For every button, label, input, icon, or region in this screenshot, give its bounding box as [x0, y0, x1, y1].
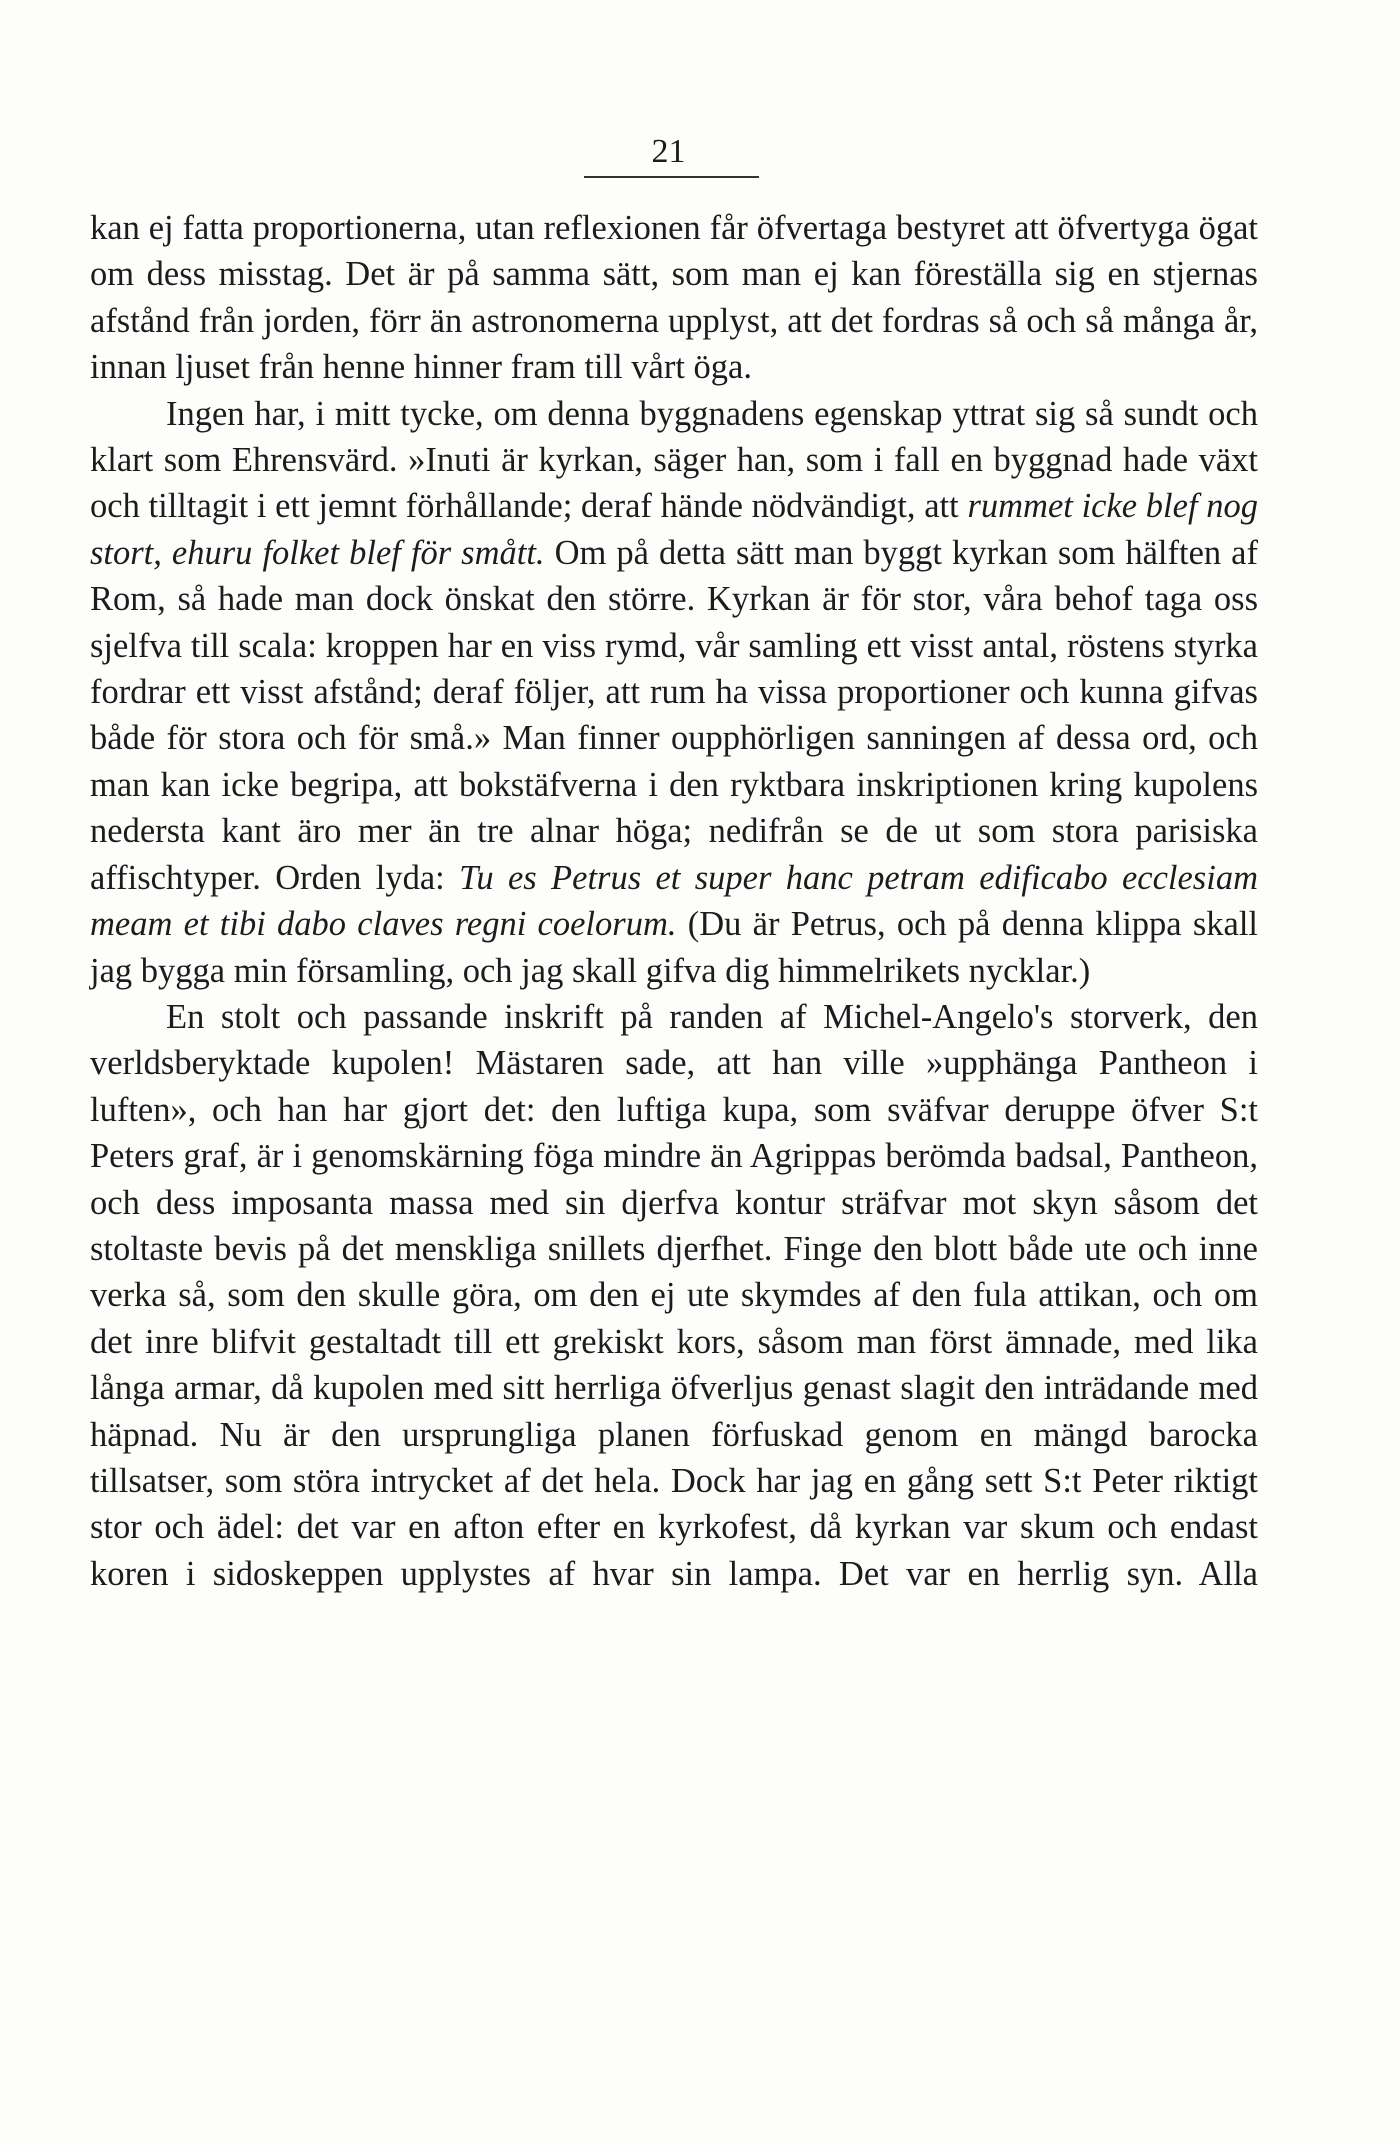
- paragraph-2-latin-inscription: Tu es Petrus et super hanc petram edificabo ecclesiam meam et tibi dabo claves regni coelorum.: [90, 858, 1258, 944]
- body-text: [90, 205, 1258, 1597]
- paragraph-2-text-e: (Du är Petrus, och på denna klippa skall jag bygga min församling, och jag skall gifva dig himmelrikets nycklar.): [90, 905, 1259, 990]
- paragraph-3: [90, 994, 1258, 1597]
- page-number: 21: [651, 133, 686, 170]
- header-rule: [584, 176, 759, 178]
- paragraph-2-text-a: Ingen har, i mitt tycke, om denna byggnadens egenskap yttrat sig så sundt och klart som Ehrensvärd. »Inuti är kyrkan, säger han, som i fall en byggnad hade växt och tilltagit i ett jemnt förhållande; deraf hände nödvändigt, att: [90, 394, 1258, 526]
- paragraph-2-italic-quote: rummet icke blef nog stort, ehuru folket blef för smått.: [90, 487, 1258, 572]
- paragraph-2-text-c: Om på detta sätt man byggt kyrkan som hälften af Rom, så hade man dock önskat den större. Kyrkan är för stor, våra behof taga oss sjelfva till scala: kroppen har en viss rymd, vår samling ett visst antal, röstens styrka fordrar ett visst afstånd; deraf följer, att rum ha vissa proportioner och kunna gifvas både för stora och för små.» Man finner oupphörligen sanningen af dessa ord, och man kan icke begripa, att bokstäfverna i den ryktbara inskriptionen kring kupolens nedersta kant äro mer än tre alnar höga; nedifrån se de ut som stora parisiska affischtyper. Orden lyda:: [90, 533, 1258, 897]
- paragraph-1: [90, 205, 1258, 391]
- paragraph-3-text: En stolt och passande inskrift på randen af Michel-Angelo's storverk, den verldsberyktade kupolen! Mästaren sade, att han ville »upphänga Pantheon i luften», och han har gjort det: den luftiga kupa, som sväfvar deruppe öfver S:t Peters graf, är i genomskärning föga mindre än Agrippas berömda badsal, Pantheon, och dess imposanta massa med sin djerfva kontur sträfvar mot skyn såsom det stoltaste bevis på det menskliga snillets djerfhet. Finge den blott både ute och inne verka så, som den skulle göra, om den ej ute skymdes af den fula attikan, och om det inre blifvit gestaltadt till ett grekiskt kors, såsom man först ämnade, med lika långa armar, då kupolen med sitt herrliga öfverljus genast slagit den inträdande med häpnad. Nu är den ursprungliga planen förfuskad genom en mängd barocka tillsatser, som störa intrycket af det hela. Dock har jag en gång sett S:t Peter riktigt stor och ädel: det var en afton efter en kyrkofest, då kyrkan var skum och endast koren i sidoskeppen upplystes af hvar sin lampa. Det var en herrlig syn. Alla: [90, 997, 1258, 1593]
- paragraph-2: [90, 391, 1258, 994]
- paragraph-1-text: kan ej fatta proportionerna, utan reflexionen får öfvertaga bestyret att öfvertyga ögat om dess misstag. Det är på samma sätt, som man ej kan föreställa sig en stjernas afstånd från jorden, förr än astronomerna upplyst, att det fordras så och så många år, innan ljuset från henne hinner fram till vårt öga.: [90, 209, 1258, 387]
